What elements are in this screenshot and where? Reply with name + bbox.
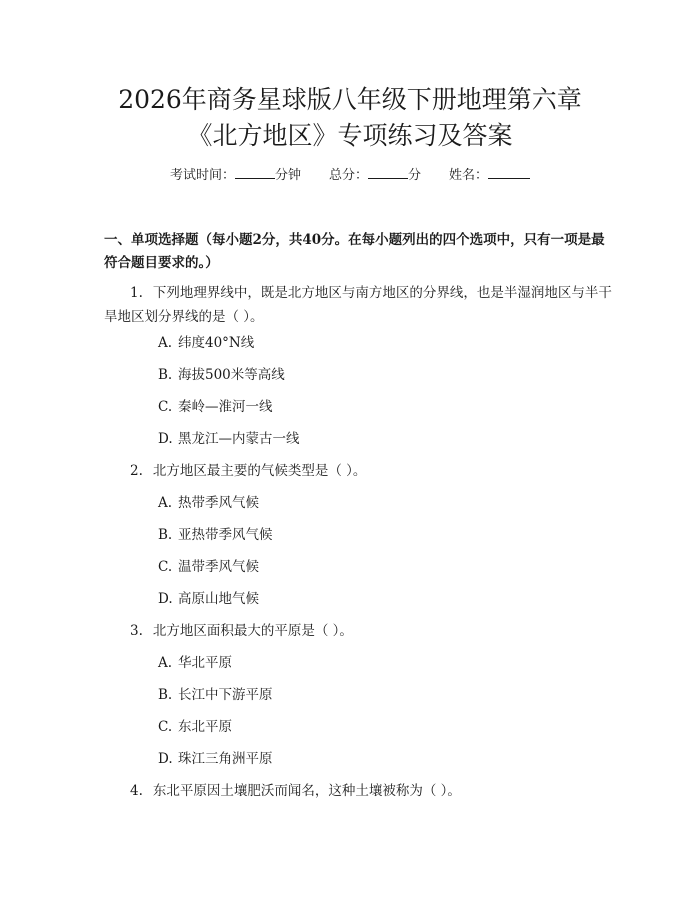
option-letter: B. [158,527,173,543]
option-letter: A. [158,335,173,351]
option-letter: D. [158,751,173,767]
question-number: 4. [130,783,143,799]
exam-time-label: 考试时间： [169,168,235,183]
question-1-option-a [158,333,254,353]
exam-time-field [170,166,301,186]
option-letter: A. [158,495,173,511]
option-letter: C. [158,559,173,575]
question-2-option-c [158,557,259,577]
question-2-option-a [158,493,259,513]
question-number: 2. [130,463,143,479]
option-text: 秦岭—淮河一线 [178,399,273,415]
option-text: 海拔500米等高线 [178,367,285,383]
option-letter: C. [158,399,173,415]
option-text: 热带季风气候 [178,495,259,511]
total-score-unit: 分 [408,168,422,183]
option-text: 高原山地气候 [178,591,259,607]
exam-time-unit: 分钟 [274,168,301,183]
question-3-option-b [158,685,273,705]
question-2-option-b [158,525,273,545]
total-score-field [329,166,421,186]
question-1-option-b [158,365,285,385]
exam-meta-row [0,166,700,186]
question-1-option-d [158,429,300,449]
question-2 [104,459,614,483]
question-text: 下列地理界线中，既是北方地区与南方地区的分界线，也是半湿润地区与半干旱地区划分界线的是（ ）。 [104,285,612,325]
question-3 [104,619,614,643]
option-text: 黑龙江—内蒙古一线 [178,431,300,447]
question-number: 3. [130,623,143,639]
question-1-option-c [158,397,273,417]
option-letter: D. [158,591,173,607]
question-text: 北方地区最主要的气候类型是（ ）。 [152,463,367,479]
exam-time-blank [235,166,275,179]
option-text: 亚热带季风气候 [178,527,273,543]
student-name-label: 姓名： [449,168,489,183]
option-letter: C. [158,719,173,735]
question-text: 北方地区面积最大的平原是（ ）。 [152,623,353,639]
question-2-option-d [158,589,259,609]
option-text: 珠江三角洲平原 [178,751,273,767]
question-3-option-c [158,717,232,737]
option-text: 华北平原 [178,655,232,671]
question-3-option-d [158,749,273,769]
document-title-line-2: 《北方地区》专项练习及答案 [187,121,513,150]
question-3-option-a [158,653,232,673]
document-title-line-1: 2026年商务星球版八年级下册地理第六章 [118,85,582,114]
student-name-blank [488,166,530,179]
question-4 [104,779,614,803]
total-score-blank [368,166,408,179]
option-text: 温带季风气候 [178,559,259,575]
total-score-label: 总分： [328,168,368,183]
question-text: 东北平原因土壤肥沃而闻名，这种土壤被称为（ ）。 [152,783,461,799]
option-text: 长江中下游平原 [178,687,273,703]
option-text: 纬度40°N线 [178,335,255,351]
option-text: 东北平原 [178,719,232,735]
question-1 [104,281,614,329]
option-letter: B. [158,687,173,703]
question-number: 1. [130,285,143,301]
option-letter: A. [158,655,173,671]
section-heading: 一、单项选择题（每小题2分，共40分。在每小题列出的四个选项中，只有一项是最符合题目要求的。） [104,232,605,271]
option-letter: D. [158,431,173,447]
student-name-field [449,166,530,186]
option-letter: B. [158,367,173,383]
